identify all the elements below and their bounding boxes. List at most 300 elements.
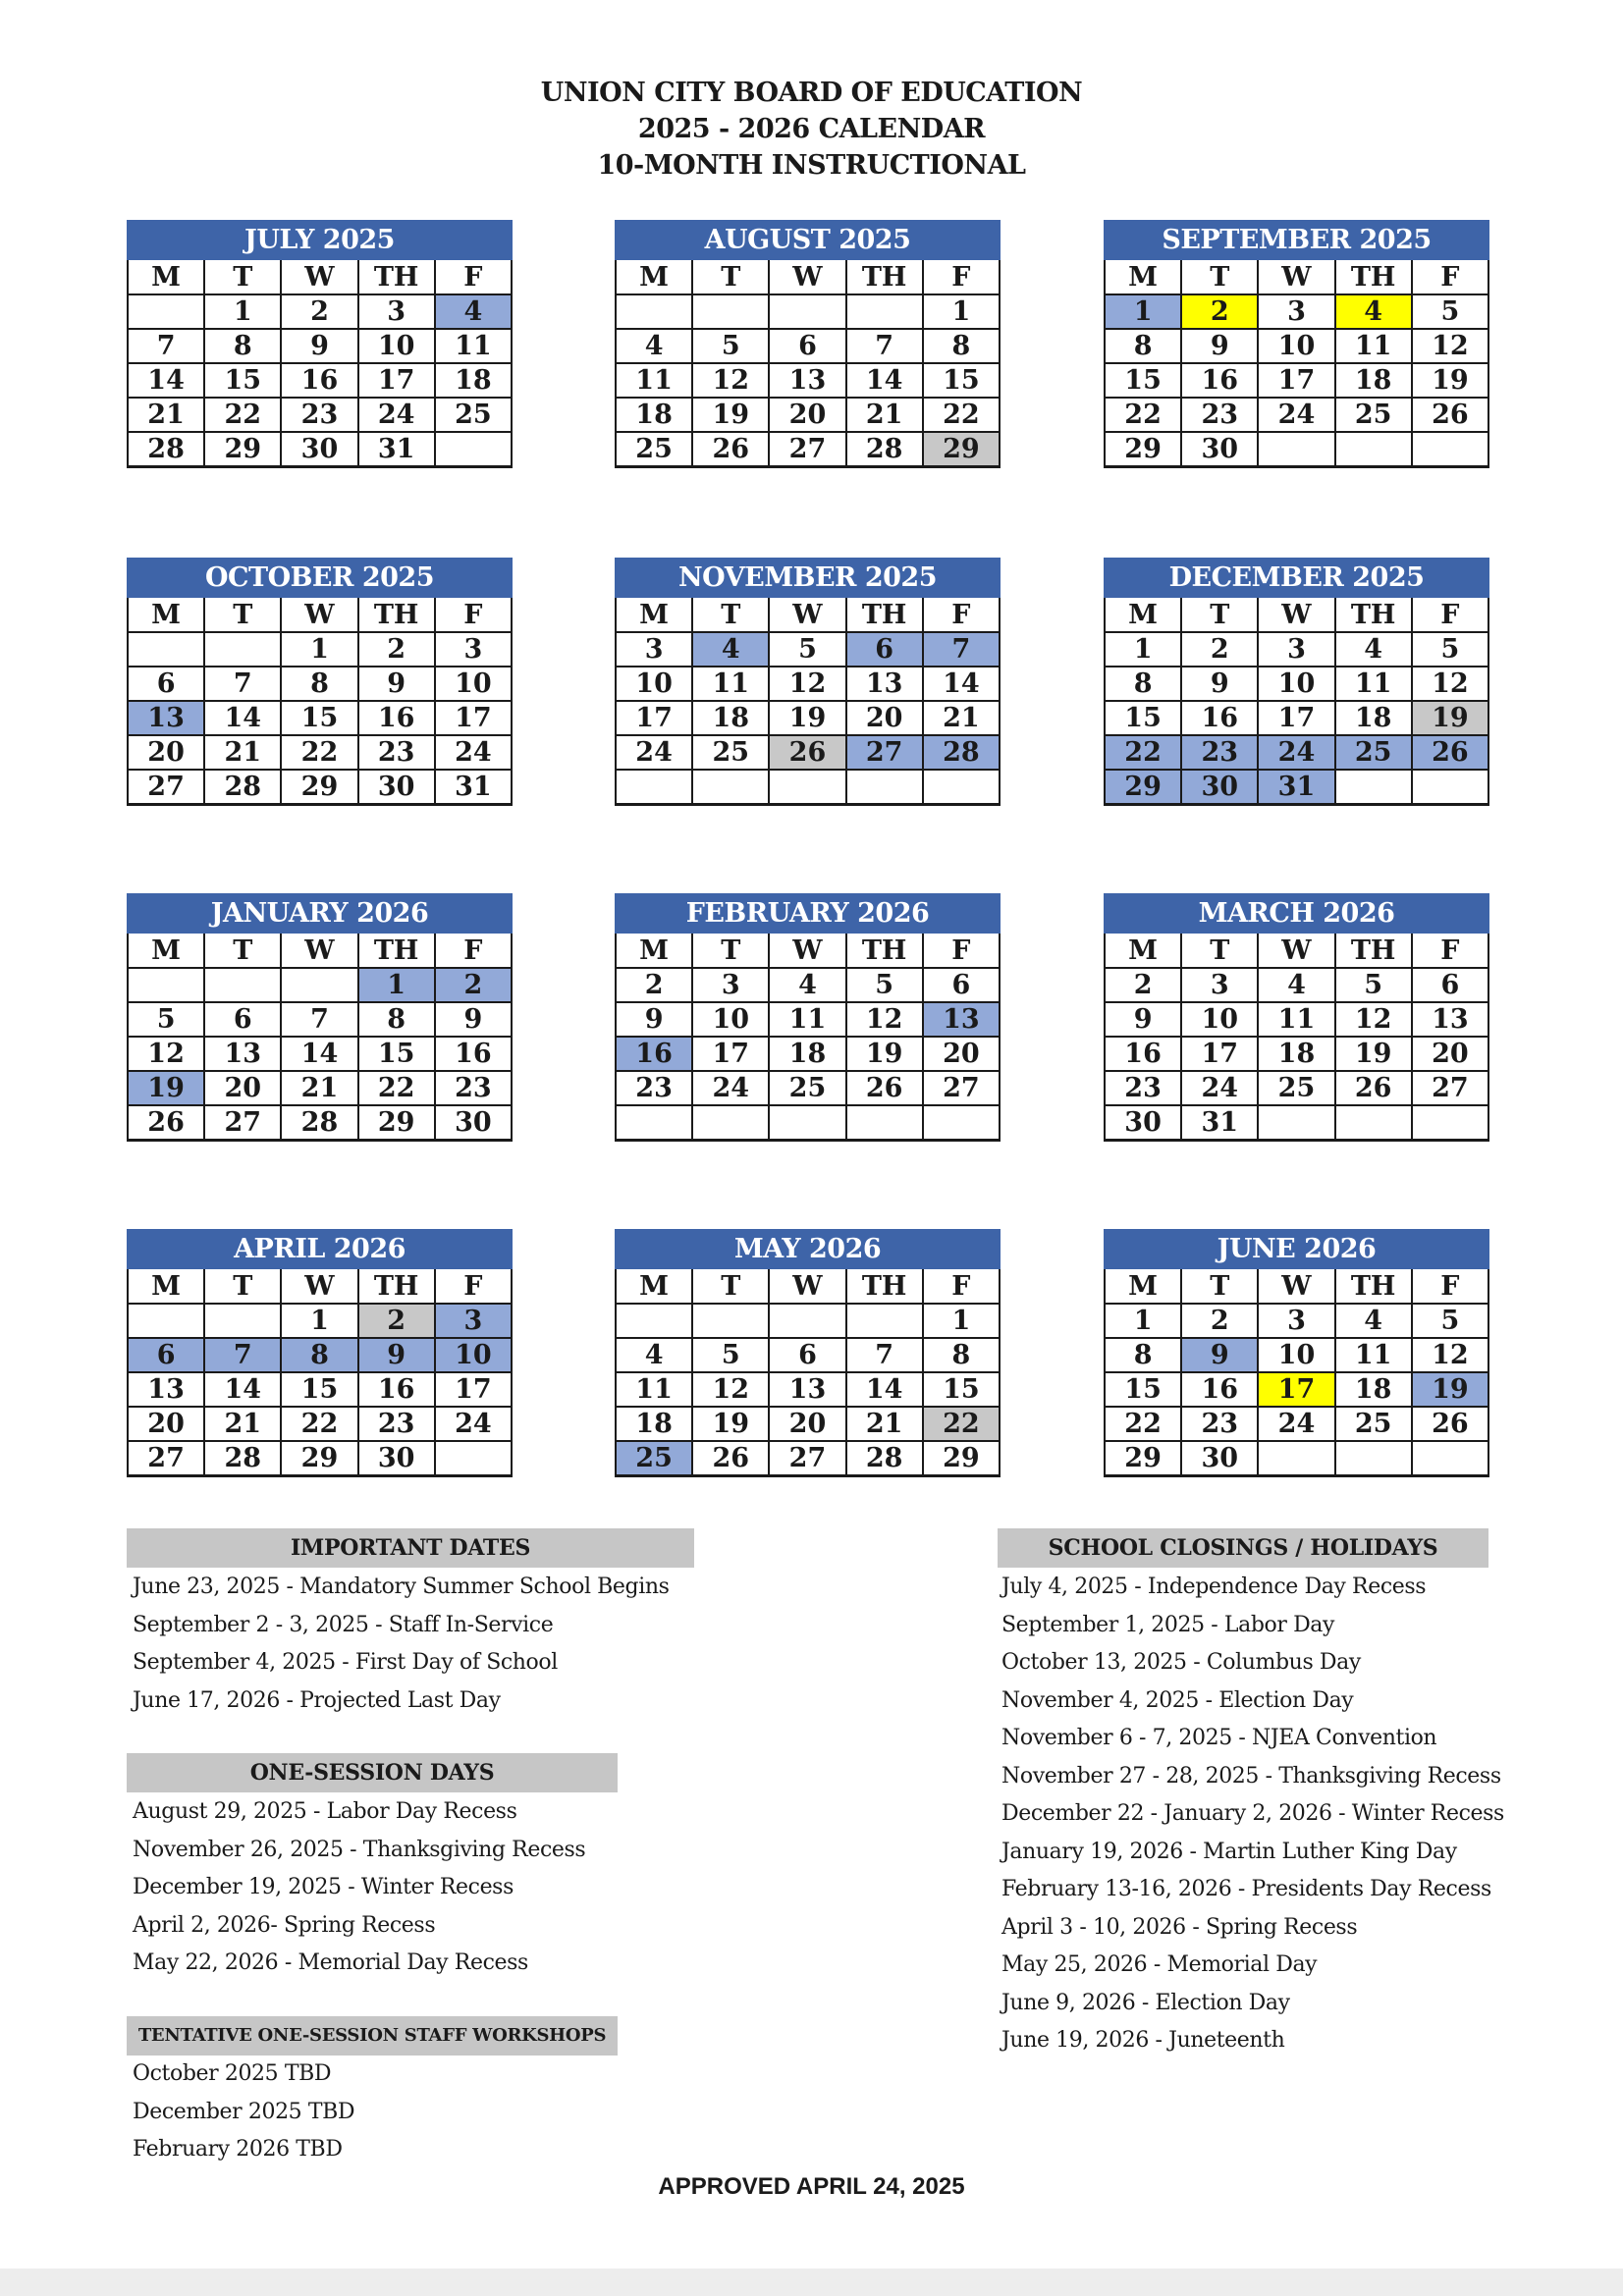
weekday-label: TH: [358, 597, 435, 632]
empty-day-cell: [1412, 1441, 1488, 1476]
day-cell: 17: [358, 363, 435, 398]
weekday-label: F: [435, 597, 512, 632]
month-table: [127, 558, 513, 806]
day-cell: 28: [281, 1105, 357, 1141]
day-cell: 22: [1105, 1407, 1181, 1441]
day-cell: 21: [846, 1407, 923, 1441]
day-cell: 18: [1335, 1372, 1412, 1407]
day-cell: 17: [692, 1037, 769, 1071]
week-row: [1105, 770, 1488, 805]
weekday-label: T: [1181, 259, 1258, 294]
day-cell: 4: [1335, 1304, 1412, 1338]
day-cell: 27: [204, 1105, 281, 1141]
empty-day-cell: [769, 770, 845, 805]
day-cell: 11: [435, 329, 512, 363]
weekday-label: W: [769, 259, 845, 294]
day-cell: 5: [769, 632, 845, 667]
day-cell: 5: [692, 329, 769, 363]
weekday-label: T: [692, 259, 769, 294]
month-table: [1104, 220, 1489, 468]
day-cell: 26: [692, 1441, 769, 1476]
weekday-label: TH: [1335, 933, 1412, 968]
week-row: [128, 363, 512, 398]
day-cell: 19: [1412, 1372, 1488, 1407]
week-row: [616, 1372, 1000, 1407]
empty-day-cell: [846, 1304, 923, 1338]
weekday-label: T: [204, 933, 281, 968]
day-cell: 7: [128, 329, 204, 363]
day-cell: 2: [1105, 968, 1181, 1002]
empty-day-cell: [281, 968, 357, 1002]
day-cell: 2: [1181, 632, 1258, 667]
week-row: [128, 432, 512, 467]
day-cell: 9: [358, 667, 435, 701]
day-cell: 2: [358, 1304, 435, 1338]
empty-day-cell: [128, 632, 204, 667]
day-cell: 29: [281, 1441, 357, 1476]
one-session-day-item: December 19, 2025 - Winter Recess: [133, 1875, 514, 1899]
week-row: [1105, 432, 1488, 467]
weekday-label: W: [281, 933, 357, 968]
month-calendar: [1104, 558, 1489, 806]
weekday-label: TH: [1335, 597, 1412, 632]
day-cell: 22: [281, 735, 357, 770]
day-cell: 11: [1335, 1338, 1412, 1372]
day-cell: 22: [923, 398, 1000, 432]
week-row: [1105, 1441, 1488, 1476]
empty-day-cell: [1335, 1105, 1412, 1141]
district-name: UNION CITY BOARD OF EDUCATION: [540, 78, 1083, 108]
day-cell: 2: [358, 632, 435, 667]
weekday-label: T: [692, 933, 769, 968]
weekday-label: M: [128, 933, 204, 968]
day-cell: 26: [1412, 1407, 1488, 1441]
day-cell: 23: [281, 398, 357, 432]
day-cell: 1: [1105, 1304, 1181, 1338]
day-cell: 26: [1412, 735, 1488, 770]
week-row: [616, 363, 1000, 398]
weekday-label: W: [281, 259, 357, 294]
day-cell: 7: [923, 632, 1000, 667]
day-cell: 25: [1335, 735, 1412, 770]
weekday-label: F: [923, 933, 1000, 968]
month-title: AUGUST 2025: [616, 221, 1000, 259]
weekday-label: M: [128, 259, 204, 294]
day-cell: 6: [846, 632, 923, 667]
week-row: [1105, 363, 1488, 398]
day-cell: 8: [1105, 1338, 1181, 1372]
weekday-label: TH: [358, 259, 435, 294]
staff-workshops-heading: TENTATIVE ONE-SESSION STAFF WORKSHOPS: [127, 2016, 618, 2056]
week-row: [128, 294, 512, 329]
month-table: [1104, 1229, 1489, 1477]
empty-day-cell: [435, 1441, 512, 1476]
day-cell: 20: [128, 1407, 204, 1441]
staff-workshops-list: [133, 2056, 354, 2169]
day-cell: 18: [769, 1037, 845, 1071]
day-cell: 23: [1181, 735, 1258, 770]
day-cell: 16: [1181, 701, 1258, 735]
weekday-label: M: [128, 1268, 204, 1304]
day-cell: 26: [1412, 398, 1488, 432]
week-row: [128, 1037, 512, 1071]
week-row: [616, 1037, 1000, 1071]
empty-day-cell: [128, 294, 204, 329]
day-cell: 20: [1412, 1037, 1488, 1071]
day-cell: 15: [358, 1037, 435, 1071]
day-cell: 8: [358, 1002, 435, 1037]
week-row: [616, 735, 1000, 770]
weekday-label: M: [1105, 597, 1181, 632]
day-cell: 30: [358, 1441, 435, 1476]
day-cell: 4: [769, 968, 845, 1002]
month-calendar: [1104, 1229, 1489, 1477]
week-row: [616, 770, 1000, 805]
day-cell: 12: [1412, 667, 1488, 701]
week-row: [1105, 1407, 1488, 1441]
day-cell: 27: [769, 432, 845, 467]
day-cell: 18: [1335, 701, 1412, 735]
weekday-label: W: [1258, 933, 1334, 968]
closing-item: May 25, 2026 - Memorial Day: [1001, 1952, 1318, 1977]
weekday-label: T: [1181, 933, 1258, 968]
month-calendar: [127, 1229, 513, 1477]
day-cell: 29: [923, 1441, 1000, 1476]
day-cell: 13: [769, 363, 845, 398]
empty-day-cell: [1335, 1441, 1412, 1476]
week-row: [616, 968, 1000, 1002]
weekday-label: T: [204, 1268, 281, 1304]
day-cell: 12: [692, 1372, 769, 1407]
day-cell: 8: [204, 329, 281, 363]
day-cell: 19: [128, 1071, 204, 1105]
day-cell: 21: [204, 1407, 281, 1441]
day-cell: 23: [358, 735, 435, 770]
day-cell: 22: [281, 1407, 357, 1441]
month-title: JANUARY 2026: [128, 894, 512, 933]
day-cell: 21: [846, 398, 923, 432]
day-cell: 20: [846, 701, 923, 735]
empty-day-cell: [1258, 432, 1334, 467]
day-cell: 19: [1412, 363, 1488, 398]
empty-day-cell: [128, 1304, 204, 1338]
closing-item: June 19, 2026 - Juneteenth: [1001, 2028, 1285, 2053]
day-cell: 10: [358, 329, 435, 363]
day-cell: 24: [358, 398, 435, 432]
day-cell: 5: [128, 1002, 204, 1037]
week-row: [128, 632, 512, 667]
day-cell: 24: [435, 1407, 512, 1441]
day-cell: 8: [281, 1338, 357, 1372]
day-cell: 24: [1181, 1071, 1258, 1105]
day-cell: 28: [204, 1441, 281, 1476]
weekday-label: TH: [846, 933, 923, 968]
month-table: [615, 1229, 1001, 1477]
day-cell: 23: [358, 1407, 435, 1441]
day-cell: 30: [358, 770, 435, 805]
day-cell: 4: [1258, 968, 1334, 1002]
empty-day-cell: [616, 294, 692, 329]
week-row: [1105, 329, 1488, 363]
empty-day-cell: [923, 1105, 1000, 1141]
day-cell: 10: [616, 667, 692, 701]
day-cell: 2: [1181, 294, 1258, 329]
day-cell: 9: [435, 1002, 512, 1037]
day-cell: 27: [128, 770, 204, 805]
month-calendar: [127, 558, 513, 806]
important-date-item: September 2 - 3, 2025 - Staff In-Service: [133, 1612, 554, 1637]
staff-workshop-item: December 2025 TBD: [133, 2099, 355, 2124]
empty-day-cell: [692, 294, 769, 329]
day-cell: 24: [1258, 1407, 1334, 1441]
approval-note: APPROVED APRIL 24, 2025: [658, 2173, 965, 2200]
day-cell: 1: [1105, 632, 1181, 667]
day-cell: 1: [923, 1304, 1000, 1338]
day-cell: 13: [923, 1002, 1000, 1037]
day-cell: 23: [616, 1071, 692, 1105]
day-cell: 24: [435, 735, 512, 770]
one-session-day-item: November 26, 2025 - Thanksgiving Recess: [133, 1837, 586, 1862]
weekday-label: F: [923, 259, 1000, 294]
day-cell: 18: [1258, 1037, 1334, 1071]
day-cell: 5: [846, 968, 923, 1002]
day-cell: 12: [1412, 329, 1488, 363]
day-cell: 22: [358, 1071, 435, 1105]
day-cell: 12: [846, 1002, 923, 1037]
day-cell: 18: [616, 398, 692, 432]
day-cell: 14: [128, 363, 204, 398]
day-cell: 6: [128, 1338, 204, 1372]
day-cell: 11: [1258, 1002, 1334, 1037]
day-cell: 19: [846, 1037, 923, 1071]
week-row: [1105, 294, 1488, 329]
day-cell: 26: [128, 1105, 204, 1141]
day-cell: 13: [1412, 1002, 1488, 1037]
day-cell: 15: [204, 363, 281, 398]
day-cell: 1: [1105, 294, 1181, 329]
month-table: [127, 893, 513, 1142]
day-cell: 19: [692, 1407, 769, 1441]
one-session-days-list: [133, 1793, 585, 1983]
weekday-label: W: [769, 1268, 845, 1304]
day-cell: 18: [1335, 363, 1412, 398]
empty-day-cell: [1412, 770, 1488, 805]
day-cell: 5: [1412, 632, 1488, 667]
day-cell: 29: [358, 1105, 435, 1141]
day-cell: 3: [435, 1304, 512, 1338]
day-cell: 6: [769, 329, 845, 363]
day-cell: 8: [1105, 329, 1181, 363]
month-title: MARCH 2026: [1105, 894, 1488, 933]
day-cell: 4: [616, 1338, 692, 1372]
day-cell: 19: [1335, 1037, 1412, 1071]
important-date-item: June 17, 2026 - Projected Last Day: [133, 1687, 501, 1713]
day-cell: 5: [1412, 294, 1488, 329]
empty-day-cell: [204, 1304, 281, 1338]
weekday-label: TH: [358, 933, 435, 968]
day-cell: 8: [1105, 667, 1181, 701]
empty-day-cell: [1258, 1441, 1334, 1476]
important-date-item: September 4, 2025 - First Day of School: [133, 1650, 558, 1675]
day-cell: 10: [435, 667, 512, 701]
day-cell: 27: [1412, 1071, 1488, 1105]
week-row: [616, 1105, 1000, 1141]
day-cell: 4: [435, 294, 512, 329]
weekday-label: TH: [846, 259, 923, 294]
day-cell: 25: [1335, 398, 1412, 432]
month-calendar: [1104, 220, 1489, 468]
empty-day-cell: [692, 1304, 769, 1338]
week-row: [1105, 1338, 1488, 1372]
day-cell: 23: [1181, 398, 1258, 432]
day-cell: 23: [435, 1071, 512, 1105]
calendar-year: 2025 - 2026 CALENDAR: [637, 114, 986, 144]
day-cell: 10: [1258, 329, 1334, 363]
day-cell: 3: [1258, 632, 1334, 667]
day-cell: 27: [923, 1071, 1000, 1105]
page-bottom-strip: [0, 2269, 1623, 2296]
closing-item: January 19, 2026 - Martin Luther King Day: [1001, 1839, 1457, 1864]
day-cell: 16: [1105, 1037, 1181, 1071]
closing-item: February 13-16, 2026 - Presidents Day Recess: [1001, 1877, 1491, 1901]
day-cell: 6: [128, 667, 204, 701]
day-cell: 14: [281, 1037, 357, 1071]
day-cell: 25: [616, 1441, 692, 1476]
closing-item: July 4, 2025 - Independence Day Recess: [1001, 1575, 1427, 1599]
month-title: DECEMBER 2025: [1105, 559, 1488, 597]
week-row: [128, 329, 512, 363]
day-cell: 11: [616, 363, 692, 398]
weekday-label: F: [435, 1268, 512, 1304]
day-cell: 10: [435, 1338, 512, 1372]
day-cell: 24: [692, 1071, 769, 1105]
one-session-day-item: May 22, 2026 - Memorial Day Recess: [133, 1950, 528, 1975]
weekday-label: F: [923, 1268, 1000, 1304]
day-cell: 4: [1335, 632, 1412, 667]
weekday-label: F: [435, 259, 512, 294]
day-cell: 4: [692, 632, 769, 667]
day-cell: 25: [616, 432, 692, 467]
day-cell: 14: [846, 1372, 923, 1407]
month-title: MAY 2026: [616, 1230, 1000, 1268]
closings-heading: SCHOOL CLOSINGS / HOLIDAYS: [998, 1528, 1488, 1568]
week-row: [128, 1338, 512, 1372]
day-cell: 28: [846, 1441, 923, 1476]
day-cell: 10: [1258, 1338, 1334, 1372]
weekday-label: M: [1105, 259, 1181, 294]
day-cell: 11: [1335, 329, 1412, 363]
month-calendar: [615, 893, 1001, 1142]
weekday-label: T: [204, 597, 281, 632]
day-cell: 12: [769, 667, 845, 701]
week-row: [616, 1002, 1000, 1037]
week-row: [128, 735, 512, 770]
day-cell: 9: [1181, 1338, 1258, 1372]
one-session-days-heading: ONE-SESSION DAYS: [127, 1753, 618, 1792]
day-cell: 4: [616, 329, 692, 363]
day-cell: 9: [616, 1002, 692, 1037]
week-row: [1105, 1372, 1488, 1407]
day-cell: 1: [281, 632, 357, 667]
week-row: [616, 1441, 1000, 1476]
month-title: FEBRUARY 2026: [616, 894, 1000, 933]
empty-day-cell: [769, 1304, 845, 1338]
day-cell: 25: [1258, 1071, 1334, 1105]
day-cell: 31: [1258, 770, 1334, 805]
month-table: [127, 1229, 513, 1477]
empty-day-cell: [692, 1105, 769, 1141]
day-cell: 3: [435, 632, 512, 667]
day-cell: 7: [204, 1338, 281, 1372]
day-cell: 22: [923, 1407, 1000, 1441]
calendar-title-block: [0, 75, 1623, 184]
day-cell: 26: [692, 432, 769, 467]
day-cell: 9: [281, 329, 357, 363]
important-dates-heading: IMPORTANT DATES: [127, 1528, 694, 1568]
closing-item: October 13, 2025 - Columbus Day: [1001, 1650, 1361, 1675]
day-cell: 25: [1335, 1407, 1412, 1441]
staff-workshop-item: February 2026 TBD: [133, 2137, 343, 2162]
day-cell: 28: [128, 432, 204, 467]
day-cell: 30: [1181, 770, 1258, 805]
week-row: [616, 432, 1000, 467]
day-cell: 13: [204, 1037, 281, 1071]
week-row: [128, 1002, 512, 1037]
day-cell: 16: [435, 1037, 512, 1071]
day-cell: 10: [1258, 667, 1334, 701]
day-cell: 6: [204, 1002, 281, 1037]
day-cell: 11: [692, 667, 769, 701]
week-row: [1105, 1037, 1488, 1071]
week-row: [616, 701, 1000, 735]
month-table: [615, 558, 1001, 806]
weekday-label: T: [692, 597, 769, 632]
weekday-label: M: [616, 933, 692, 968]
empty-day-cell: [846, 1105, 923, 1141]
week-row: [1105, 667, 1488, 701]
week-row: [616, 667, 1000, 701]
month-calendar: [615, 1229, 1001, 1477]
day-cell: 17: [1258, 701, 1334, 735]
empty-day-cell: [204, 968, 281, 1002]
weekday-label: T: [1181, 1268, 1258, 1304]
day-cell: 29: [281, 770, 357, 805]
day-cell: 5: [692, 1338, 769, 1372]
day-cell: 7: [846, 329, 923, 363]
day-cell: 21: [128, 398, 204, 432]
empty-day-cell: [616, 770, 692, 805]
weekday-label: TH: [1335, 259, 1412, 294]
day-cell: 24: [616, 735, 692, 770]
day-cell: 3: [1258, 1304, 1334, 1338]
day-cell: 20: [923, 1037, 1000, 1071]
day-cell: 28: [846, 432, 923, 467]
week-row: [616, 329, 1000, 363]
week-row: [128, 1441, 512, 1476]
day-cell: 2: [616, 968, 692, 1002]
weekday-label: W: [281, 597, 357, 632]
week-row: [1105, 735, 1488, 770]
day-cell: 9: [1181, 329, 1258, 363]
day-cell: 15: [281, 1372, 357, 1407]
day-cell: 1: [281, 1304, 357, 1338]
day-cell: 19: [769, 701, 845, 735]
weekday-label: M: [128, 597, 204, 632]
week-row: [1105, 968, 1488, 1002]
day-cell: 24: [1258, 398, 1334, 432]
weekday-label: TH: [846, 1268, 923, 1304]
weekday-label: W: [1258, 1268, 1334, 1304]
